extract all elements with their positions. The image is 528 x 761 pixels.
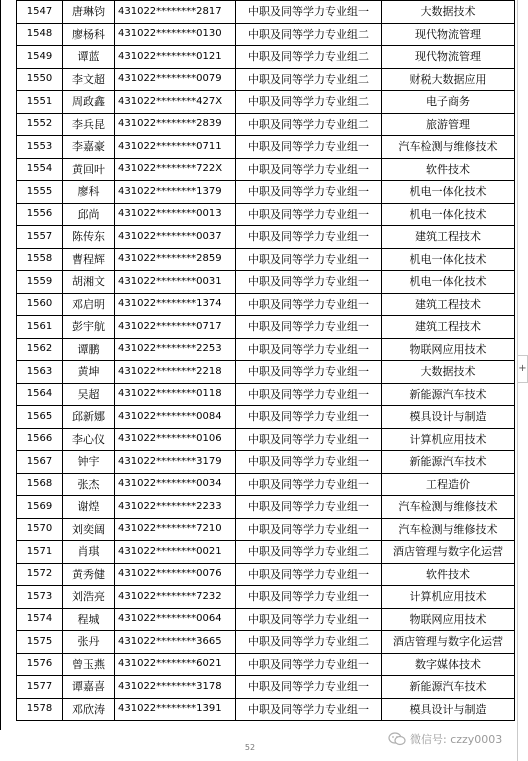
- row-number-cell: 1570: [17, 518, 63, 541]
- id-number-cell: 431022********0076: [115, 563, 236, 586]
- row-number-cell: 1554: [17, 158, 63, 181]
- major-cell: 工程造价: [382, 473, 515, 496]
- major-group-cell: 中职及同等学力专业组一: [236, 158, 382, 181]
- wechat-watermark: [388, 731, 502, 747]
- table-row: [17, 698, 515, 721]
- id-number-cell: 431022********2817: [115, 1, 236, 24]
- major-group-cell: 中职及同等学力专业组二: [236, 541, 382, 564]
- roster-body: [17, 1, 515, 721]
- student-name-cell: 邱新娜: [63, 406, 115, 429]
- student-name-cell: 吴超: [63, 383, 115, 406]
- row-number-cell: 1558: [17, 248, 63, 271]
- major-group-cell: 中职及同等学力专业组一: [236, 248, 382, 271]
- id-number-cell: 431022********0106: [115, 428, 236, 451]
- table-row: [17, 608, 515, 631]
- major-group-cell: 中职及同等学力专业组一: [236, 518, 382, 541]
- id-number-cell: 431022********0711: [115, 136, 236, 159]
- id-number-cell: 431022********2218: [115, 361, 236, 384]
- id-number-cell: 431022********0121: [115, 46, 236, 69]
- id-number-cell: 431022********0013: [115, 203, 236, 226]
- wechat-icon: [388, 732, 406, 746]
- student-name-cell: 陈传东: [63, 226, 115, 249]
- table-row: [17, 23, 515, 46]
- row-number-cell: 1550: [17, 68, 63, 91]
- major-group-cell: 中职及同等学力专业组一: [236, 181, 382, 204]
- major-group-cell: 中职及同等学力专业组一: [236, 473, 382, 496]
- major-cell: 大数据技术: [382, 361, 515, 384]
- student-name-cell: 廖科: [63, 181, 115, 204]
- table-row: [17, 496, 515, 519]
- major-group-cell: 中职及同等学力专业组一: [236, 406, 382, 429]
- major-group-cell: 中职及同等学力专业组一: [236, 136, 382, 159]
- table-row: [17, 226, 515, 249]
- table-row: [17, 271, 515, 294]
- row-number-cell: 1568: [17, 473, 63, 496]
- id-number-cell: 431022********2859: [115, 248, 236, 271]
- id-number-cell: 431022********7210: [115, 518, 236, 541]
- major-group-cell: 中职及同等学力专业组一: [236, 293, 382, 316]
- major-cell: 物联网应用技术: [382, 338, 515, 361]
- student-name-cell: 谢煌: [63, 496, 115, 519]
- row-number-cell: 1565: [17, 406, 63, 429]
- row-number-cell: 1576: [17, 653, 63, 676]
- row-number-cell: 1571: [17, 541, 63, 564]
- major-cell: 汽车检测与维修技术: [382, 136, 515, 159]
- row-number-cell: 1573: [17, 586, 63, 609]
- id-number-cell: 431022********722X: [115, 158, 236, 181]
- table-row: [17, 676, 515, 699]
- table-row: [17, 541, 515, 564]
- major-cell: 机电一体化技术: [382, 181, 515, 204]
- row-number-cell: 1551: [17, 91, 63, 114]
- row-number-cell: 1575: [17, 631, 63, 654]
- row-number-cell: 1560: [17, 293, 63, 316]
- major-cell: 汽车检测与维修技术: [382, 518, 515, 541]
- major-cell: 新能源汽车技术: [382, 676, 515, 699]
- row-number-cell: 1561: [17, 316, 63, 339]
- major-cell: 电子商务: [382, 91, 515, 114]
- table-row: [17, 136, 515, 159]
- id-number-cell: 431022********1374: [115, 293, 236, 316]
- id-number-cell: 431022********0064: [115, 608, 236, 631]
- major-cell: 建筑工程技术: [382, 293, 515, 316]
- table-row: [17, 248, 515, 271]
- id-number-cell: 431022********0034: [115, 473, 236, 496]
- major-cell: 旅游管理: [382, 113, 515, 136]
- id-number-cell: 431022********0084: [115, 406, 236, 429]
- major-group-cell: 中职及同等学力专业组一: [236, 698, 382, 721]
- admission-roster-table: [16, 0, 515, 721]
- student-name-cell: 周政鑫: [63, 91, 115, 114]
- row-number-cell: 1549: [17, 46, 63, 69]
- student-name-cell: 谭蓝: [63, 46, 115, 69]
- id-number-cell: 431022********6021: [115, 653, 236, 676]
- table-row: [17, 473, 515, 496]
- major-cell: 物联网应用技术: [382, 608, 515, 631]
- major-group-cell: 中职及同等学力专业组一: [236, 338, 382, 361]
- row-number-cell: 1577: [17, 676, 63, 699]
- major-cell: 现代物流管理: [382, 46, 515, 69]
- row-number-cell: 1569: [17, 496, 63, 519]
- major-group-cell: 中职及同等学力专业组一: [236, 608, 382, 631]
- major-group-cell: 中职及同等学力专业组一: [236, 496, 382, 519]
- student-name-cell: 黄坤: [63, 361, 115, 384]
- student-name-cell: 张丹: [63, 631, 115, 654]
- student-name-cell: 谭鹏: [63, 338, 115, 361]
- major-cell: 现代物流管理: [382, 23, 515, 46]
- row-number-cell: 1547: [17, 1, 63, 24]
- table-row: [17, 406, 515, 429]
- student-name-cell: 李文超: [63, 68, 115, 91]
- id-number-cell: 431022********0118: [115, 383, 236, 406]
- student-name-cell: 程城: [63, 608, 115, 631]
- table-row: [17, 91, 515, 114]
- major-group-cell: 中职及同等学力专业组一: [236, 316, 382, 339]
- major-cell: 财税大数据应用: [382, 68, 515, 91]
- major-group-cell: 中职及同等学力专业组二: [236, 91, 382, 114]
- table-row: [17, 158, 515, 181]
- row-number-cell: 1578: [17, 698, 63, 721]
- major-group-cell: 中职及同等学力专业组一: [236, 226, 382, 249]
- row-number-cell: 1562: [17, 338, 63, 361]
- major-group-cell: 中职及同等学力专业组一: [236, 1, 382, 24]
- table-row: [17, 203, 515, 226]
- student-name-cell: 邓启明: [63, 293, 115, 316]
- major-cell: 数字媒体技术: [382, 653, 515, 676]
- major-cell: 计算机应用技术: [382, 586, 515, 609]
- table-row: [17, 68, 515, 91]
- id-number-cell: 431022********2839: [115, 113, 236, 136]
- major-group-cell: 中职及同等学力专业组一: [236, 271, 382, 294]
- student-name-cell: 曾玉燕: [63, 653, 115, 676]
- left-page-rule: [0, 0, 1, 730]
- major-group-cell: 中职及同等学力专业组一: [236, 428, 382, 451]
- table-row: [17, 428, 515, 451]
- major-cell: 酒店管理与数字化运营: [382, 541, 515, 564]
- major-group-cell: 中职及同等学力专业组一: [236, 586, 382, 609]
- table-row: [17, 383, 515, 406]
- table-row: [17, 181, 515, 204]
- major-group-cell: 中职及同等学力专业组一: [236, 653, 382, 676]
- major-group-cell: 中职及同等学力专业组二: [236, 68, 382, 91]
- student-name-cell: 曹程辉: [63, 248, 115, 271]
- major-group-cell: 中职及同等学力专业组二: [236, 113, 382, 136]
- id-number-cell: 431022********0021: [115, 541, 236, 564]
- student-name-cell: 廖杨科: [63, 23, 115, 46]
- major-cell: 新能源汽车技术: [382, 383, 515, 406]
- id-number-cell: 431022********1391: [115, 698, 236, 721]
- table-row: [17, 1, 515, 24]
- page-number: 52: [244, 743, 256, 752]
- wechat-watermark-text: 微信号: czzy0003: [410, 733, 503, 746]
- row-number-cell: 1555: [17, 181, 63, 204]
- row-number-cell: 1574: [17, 608, 63, 631]
- row-number-cell: 1564: [17, 383, 63, 406]
- id-number-cell: 431022********3179: [115, 451, 236, 474]
- row-number-cell: 1557: [17, 226, 63, 249]
- row-number-cell: 1548: [17, 23, 63, 46]
- side-expand-marker[interactable]: +: [518, 355, 528, 383]
- student-name-cell: 刘奕阔: [63, 518, 115, 541]
- major-cell: 模具设计与制造: [382, 406, 515, 429]
- table-row: [17, 451, 515, 474]
- table-row: [17, 631, 515, 654]
- major-group-cell: 中职及同等学力专业组一: [236, 383, 382, 406]
- table-row: [17, 338, 515, 361]
- major-group-cell: 中职及同等学力专业组二: [236, 46, 382, 69]
- student-name-cell: 钟宇: [63, 451, 115, 474]
- student-name-cell: 邓欣涛: [63, 698, 115, 721]
- major-cell: 机电一体化技术: [382, 248, 515, 271]
- id-number-cell: 431022********0717: [115, 316, 236, 339]
- student-name-cell: 谭嘉喜: [63, 676, 115, 699]
- table-row: [17, 361, 515, 384]
- row-number-cell: 1552: [17, 113, 63, 136]
- major-group-cell: 中职及同等学力专业组二: [236, 631, 382, 654]
- student-name-cell: 彭宇航: [63, 316, 115, 339]
- major-group-cell: 中职及同等学力专业组一: [236, 676, 382, 699]
- major-cell: 软件技术: [382, 158, 515, 181]
- id-number-cell: 431022********7232: [115, 586, 236, 609]
- student-name-cell: 黄回叶: [63, 158, 115, 181]
- student-name-cell: 黄秀健: [63, 563, 115, 586]
- table-row: [17, 316, 515, 339]
- id-number-cell: 431022********2233: [115, 496, 236, 519]
- major-cell: 模具设计与制造: [382, 698, 515, 721]
- id-number-cell: 431022********427X: [115, 91, 236, 114]
- major-cell: 软件技术: [382, 563, 515, 586]
- major-group-cell: 中职及同等学力专业组一: [236, 203, 382, 226]
- id-number-cell: 431022********3665: [115, 631, 236, 654]
- major-cell: 建筑工程技术: [382, 226, 515, 249]
- major-cell: 汽车检测与维修技术: [382, 496, 515, 519]
- id-number-cell: 431022********3178: [115, 676, 236, 699]
- student-name-cell: 李嘉豪: [63, 136, 115, 159]
- major-group-cell: 中职及同等学力专业组一: [236, 361, 382, 384]
- major-group-cell: 中职及同等学力专业组二: [236, 23, 382, 46]
- id-number-cell: 431022********0037: [115, 226, 236, 249]
- student-name-cell: 刘浩亮: [63, 586, 115, 609]
- student-name-cell: 唐琳钧: [63, 1, 115, 24]
- id-number-cell: 431022********0031: [115, 271, 236, 294]
- id-number-cell: 431022********0130: [115, 23, 236, 46]
- student-name-cell: 邱尚: [63, 203, 115, 226]
- student-name-cell: 李兵昆: [63, 113, 115, 136]
- table-row: [17, 293, 515, 316]
- row-number-cell: 1567: [17, 451, 63, 474]
- student-name-cell: 肖琪: [63, 541, 115, 564]
- major-cell: 大数据技术: [382, 1, 515, 24]
- student-name-cell: 张杰: [63, 473, 115, 496]
- row-number-cell: 1553: [17, 136, 63, 159]
- major-cell: 建筑工程技术: [382, 316, 515, 339]
- row-number-cell: 1563: [17, 361, 63, 384]
- major-group-cell: 中职及同等学力专业组一: [236, 451, 382, 474]
- row-number-cell: 1566: [17, 428, 63, 451]
- row-number-cell: 1559: [17, 271, 63, 294]
- table-row: [17, 113, 515, 136]
- major-cell: 计算机应用技术: [382, 428, 515, 451]
- row-number-cell: 1572: [17, 563, 63, 586]
- id-number-cell: 431022********2253: [115, 338, 236, 361]
- major-cell: 新能源汽车技术: [382, 451, 515, 474]
- table-row: [17, 563, 515, 586]
- major-cell: 酒店管理与数字化运营: [382, 631, 515, 654]
- major-cell: 机电一体化技术: [382, 203, 515, 226]
- row-number-cell: 1556: [17, 203, 63, 226]
- table-row: [17, 653, 515, 676]
- student-name-cell: 李心仪: [63, 428, 115, 451]
- table-row: [17, 518, 515, 541]
- major-cell: 机电一体化技术: [382, 271, 515, 294]
- table-row: [17, 586, 515, 609]
- table-row: [17, 46, 515, 69]
- student-name-cell: 胡湘文: [63, 271, 115, 294]
- major-group-cell: 中职及同等学力专业组一: [236, 563, 382, 586]
- id-number-cell: 431022********0079: [115, 68, 236, 91]
- id-number-cell: 431022********1379: [115, 181, 236, 204]
